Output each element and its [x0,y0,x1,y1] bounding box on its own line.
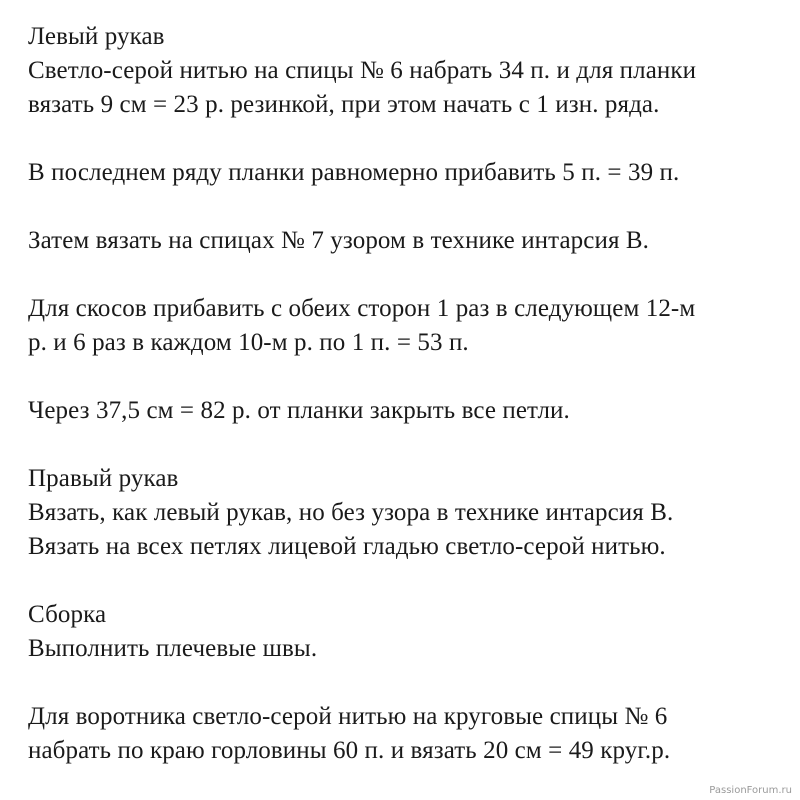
left-sleeve-text-line: Затем вязать на спицах № 7 узором в технике интарсия В. [28,227,650,254]
left-sleeve-text-line: Через 37,5 см = 82 р. от планки закрыть все петли. [28,397,570,424]
watermark: PassionForum.ru [709,785,792,796]
left-sleeve-text-line: Для скосов прибавить с обеих сторон 1 раз в следующем 12-м [28,295,696,322]
left-sleeve-text-line: Светло-серой нитью на спицы № 6 набрать 34 п. и для планки [28,57,697,84]
right-sleeve-text-line: Вязать на всех петлях лицевой гладью светло-серой нитью. [28,533,666,560]
assembly-text-line: Для воротника светло-серой нитью на круговые спицы № 6 [28,703,668,730]
assembly-heading: Сборка [28,601,107,628]
left-sleeve-text-line: р. и 6 раз в каждом 10-м р. по 1 п. = 53 п. [28,329,469,356]
paragraph-gap [28,564,788,598]
paragraph-gap [28,666,788,700]
paragraph-gap [28,428,788,462]
paragraph-gap [28,190,788,224]
paragraph-gap [28,122,788,156]
left-sleeve-text-line: вязать 9 см = 23 р. резинкой, при этом начать с 1 изн. ряда. [28,91,660,118]
right-sleeve-heading: Правый рукав [28,465,179,492]
right-sleeve-text-line: Вязать, как левый рукав, но без узора в технике интарсия В. [28,499,674,526]
paragraph-gap [28,258,788,292]
document-page [28,20,788,768]
left-sleeve-text-line: В последнем ряду планки равномерно прибавить 5 п. = 39 п. [28,159,680,186]
left-sleeve-heading: Левый рукав [28,23,165,50]
paragraph-gap [28,360,788,394]
assembly-text-line: набрать по краю горловины 60 п. и вязать 20 см = 49 круг.р. [28,737,671,764]
assembly-text-line: Выполнить плечевые швы. [28,635,318,662]
